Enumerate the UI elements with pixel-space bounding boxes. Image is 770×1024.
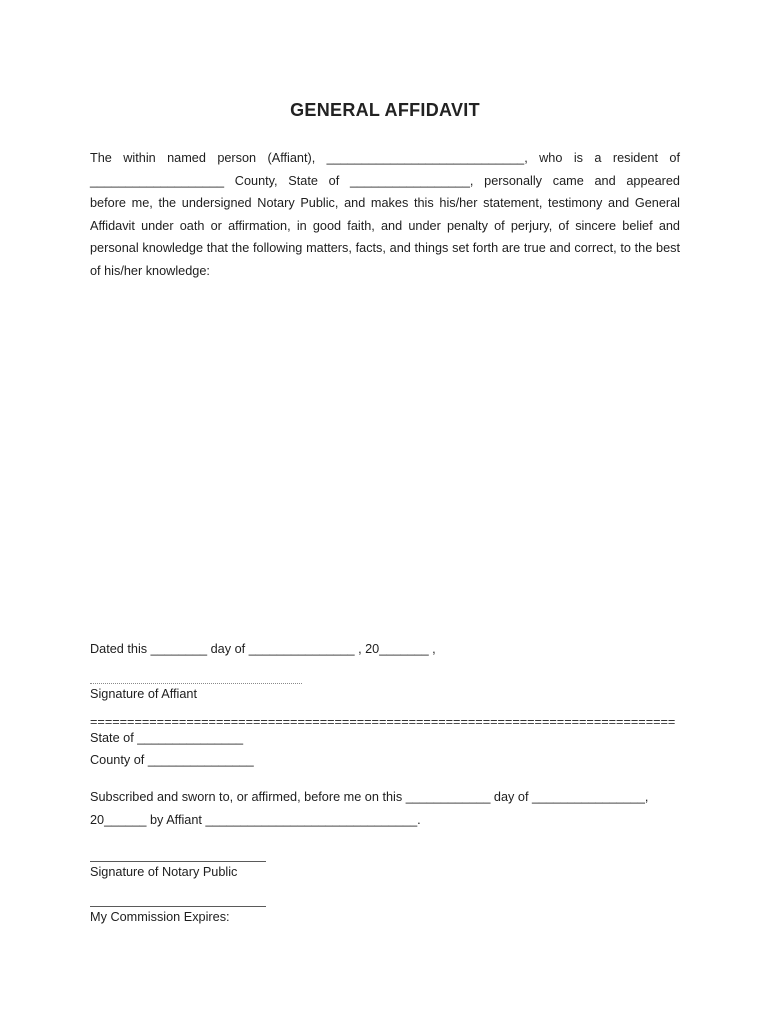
affiant-signature-block bbox=[90, 683, 680, 702]
document-title: GENERAL AFFIDAVIT bbox=[290, 100, 480, 121]
commission-expires-block bbox=[90, 906, 680, 925]
sworn-statement-block bbox=[90, 786, 680, 831]
notary-state-line[interactable]: State of _______________ bbox=[90, 731, 244, 745]
dated-line[interactable]: Dated this ________ day of _______________ , 20_______ , bbox=[90, 642, 436, 656]
sworn-line-1[interactable]: Subscribed and sworn to, or affirmed, before me on this ____________ day of ________________, bbox=[90, 790, 649, 804]
paragraph-line-6: of his/her knowledge: bbox=[90, 263, 210, 278]
notary-signature-label: Signature of Notary Public bbox=[90, 865, 238, 879]
commission-expires-line[interactable] bbox=[90, 906, 266, 907]
commission-expires-label: My Commission Expires: bbox=[90, 910, 230, 924]
paragraph-line-4: Affidavit under oath or affirmation, in good faith, and under penalty of perjury, of sincere belief and bbox=[90, 218, 680, 233]
paragraph-line-5: personal knowledge that the following matters, facts, and things set forth are true and correct, to the best bbox=[90, 241, 680, 256]
notary-signature-line[interactable] bbox=[90, 861, 266, 862]
paragraph-line-affiant-name[interactable]: The within named person (Affiant), ____________________________, who is a resident of bbox=[90, 151, 680, 165]
notary-signature-block bbox=[90, 861, 680, 880]
affiant-signature-label: Signature of Affiant bbox=[90, 687, 197, 701]
paragraph-line-county-state[interactable]: ___________________ County, State of _________________, personally came and appeared bbox=[90, 173, 680, 188]
paragraph-line-3: before me, the undersigned Notary Public, and makes this his/her statement, testimony and General bbox=[90, 196, 680, 211]
notary-county-line[interactable]: County of _______________ bbox=[90, 753, 254, 767]
section-separator: =============================================================================== bbox=[90, 715, 676, 729]
affiant-signature-line[interactable] bbox=[90, 683, 302, 684]
sworn-line-2[interactable]: 20______ by Affiant ______________________________. bbox=[90, 812, 421, 827]
affidavit-body-paragraph bbox=[90, 147, 680, 283]
